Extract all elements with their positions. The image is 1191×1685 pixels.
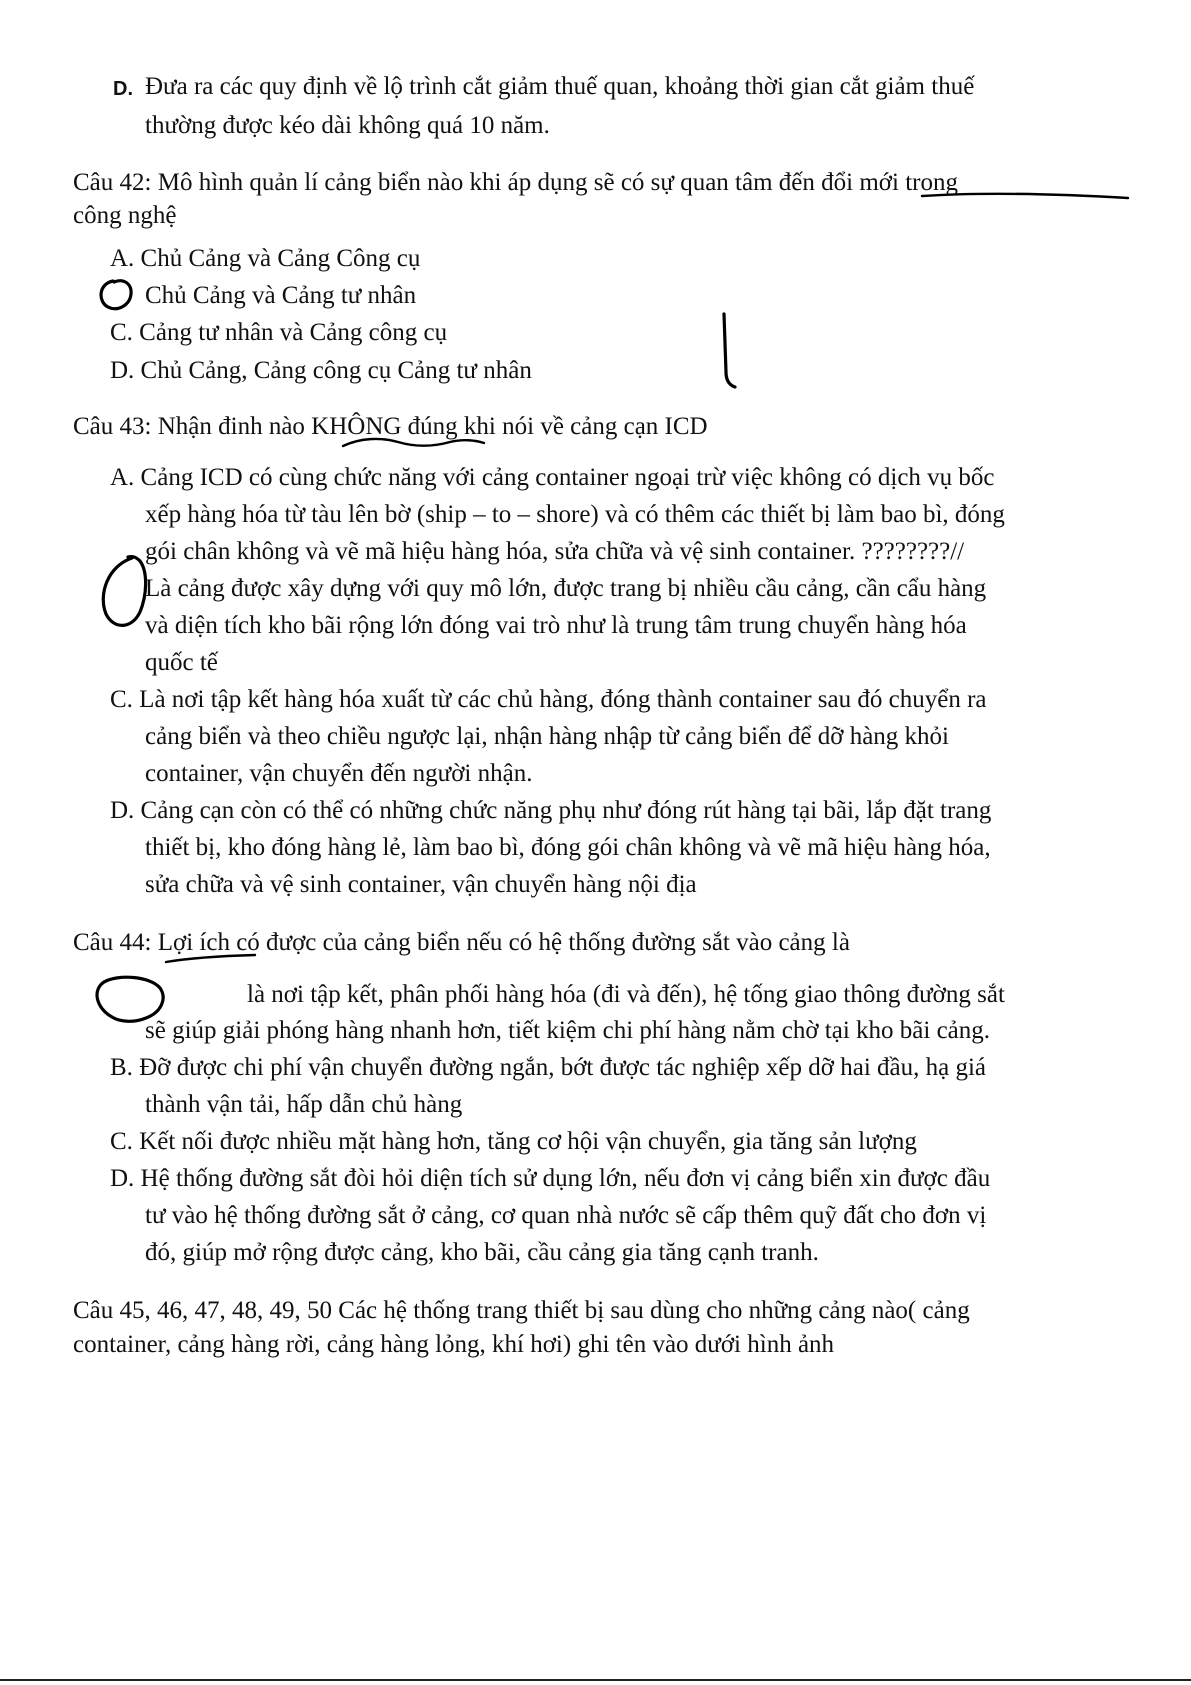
q44-option-a-line-2: sẽ giúp giải phóng hàng nhanh hơn, tiết kiệm chi phí hàng nằm chờ tại kho bãi cảng. [145,1017,991,1044]
q43-option-d-line-3: sửa chữa và vệ sinh container, vận chuyển hàng nội địa [145,871,697,898]
q42-bracket-mark [724,314,735,387]
q43-option-c-line-2: cảng biển và theo chiều ngược lại, nhận hàng nhập từ cảng biển để dỡ hàng khỏi [145,723,949,750]
q42-question-line-1: Câu 42: Mô hình quản lí cảng biển nào khi áp dụng sẽ có sự quan tâm đến đổi mới trong [73,169,958,196]
q42-option-c: C. Cảng tư nhân và Cảng công cụ [110,319,448,346]
q43-question-line-1: Câu 43: Nhận đinh nào KHÔNG đúng khi nói về cảng cạn ICD [73,413,708,440]
q44-option-b-line-2: thành vận tải, hấp dẫn chủ hàng [145,1091,463,1118]
q44-option-d-line-2: tư vào hệ thống đường sắt ở cảng, cơ quan nhà nước sẽ cấp thêm quỹ đất cho đơn vị [145,1202,987,1229]
q44-option-d-line-3: đó, giúp mở rộng được cảng, kho bãi, cầu cảng gia tăng cạnh tranh. [145,1239,819,1266]
q44-question-line-1: Câu 44: Lợi ích có được của cảng biển nếu có hệ thống đường sắt vào cảng là [73,929,850,956]
q43-option-a-line-2: xếp hàng hóa từ tàu lên bờ (ship – to – shore) và có thêm các thiết bị làm bao bì, đóng [145,501,1005,528]
prev-option-d-line-2: thường được kéo dài không quá 10 năm. [145,112,550,139]
q44-option-b-line-1: B. Đỡ được chi phí vận chuyển đường ngắn, bớt được tác nghiệp xếp dỡ hai đầu, hạ giá [110,1054,987,1081]
q42-question-line-2: công nghệ [73,202,177,229]
q43-option-a-line-1: A. Cảng ICD có cùng chức năng với cảng container ngoại trừ việc không có dịch vụ bốc [110,464,995,491]
q42-option-b: Chủ Cảng và Cảng tư nhân [145,282,417,309]
q45-question-line-1: Câu 45, 46, 47, 48, 49, 50 Các hệ thống trang thiết bị sau dùng cho những cảng nào( cảng [73,1297,970,1324]
q42-option-a: A. Chủ Cảng và Cảng Công cụ [110,245,421,272]
page-bottom-border [0,1679,1191,1681]
q43-option-d-line-2: thiết bị, kho đóng hàng lẻ, làm bao bì, đóng gói chân không và vẽ mã hiệu hàng hóa, [145,834,991,861]
prev-option-d-line-1: Đưa ra các quy định về lộ trình cắt giảm thuế quan, khoảng thời gian cắt giảm thuế [145,73,975,100]
prev-option-d-letter: D. [113,78,133,100]
q43-option-c-line-1: C. Là nơi tập kết hàng hóa xuất từ các chủ hàng, đóng thành container sau đó chuyển ra [110,686,987,713]
q44-option-a-line-1: là nơi tập kết, phân phối hàng hóa (đi và đến), hệ tống giao thông đường sắt [247,981,1005,1008]
q43-answer-circle-b [103,557,145,626]
q43-option-a-line-3: gói chân không và vẽ mã hiệu hàng hóa, sửa chữa và vệ sinh container. ????????// [145,538,965,565]
q44-answer-circle-a [97,977,163,1021]
q44-option-c-line-1: C. Kết nối được nhiều mặt hàng hơn, tăng cơ hội vận chuyển, gia tăng sản lượng [110,1128,917,1155]
q43-option-d-line-1: D. Cảng cạn còn có thể có những chức năng phụ như đóng rút hàng tại bãi, lắp đặt trang [110,797,992,824]
q42-option-d: D. Chủ Cảng, Cảng công cụ Cảng tư nhân [110,357,532,384]
q43-option-c-line-3: container, vận chuyển đến người nhận. [145,760,533,787]
q42-answer-circle-b [101,281,131,309]
q43-option-b-line-2: và diện tích kho bãi rộng lớn đóng vai trò như là trung tâm trung chuyển hàng hóa [145,612,967,639]
q43-option-b-line-1: Là cảng được xây dựng với quy mô lớn, được trang bị nhiều cầu cảng, cần cẩu hàng [145,575,987,602]
q45-question-line-2: container, cảng hàng rời, cảng hàng lỏng, khí hơi) ghi tên vào dưới hình ảnh [73,1331,835,1358]
q43-option-b-line-3: quốc tế [145,649,218,676]
q44-option-d-line-1: D. Hệ thống đường sắt đòi hỏi diện tích sử dụng lớn, nếu đơn vị cảng biển xin được đầu [110,1165,991,1192]
